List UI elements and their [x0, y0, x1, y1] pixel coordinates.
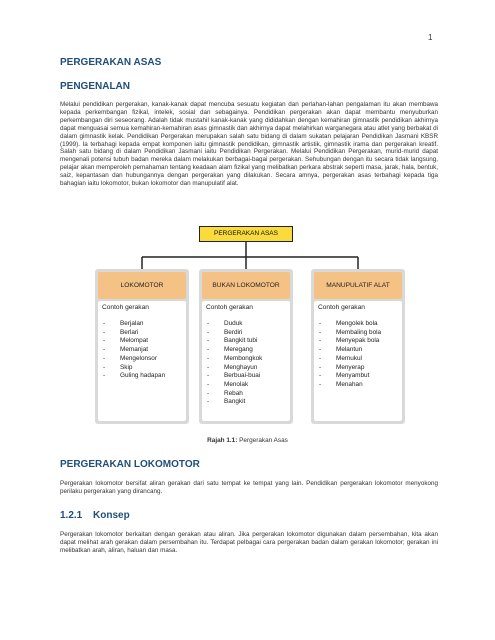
- list-item: - Menyepak bola: [318, 337, 398, 346]
- column-bukan-lokomotor: [199, 269, 293, 424]
- example-list: [206, 320, 286, 407]
- column-title: BUKAN LOKOMOTOR: [202, 272, 290, 299]
- list-item: - Menahan: [318, 381, 398, 390]
- list-item: - Membaling bola: [318, 329, 398, 338]
- example-list: [102, 320, 182, 381]
- list-item: - Duduk: [206, 320, 286, 329]
- list-item: - Menyambut: [318, 372, 398, 381]
- list-item: - Guling hadapan: [102, 372, 182, 381]
- list-item: - Berdiri: [206, 329, 286, 338]
- list-item: - Skip: [102, 364, 182, 373]
- subsection-number: 1.2.1: [60, 510, 83, 521]
- list-item: - Berbuai-buai: [206, 372, 286, 381]
- column-lokomotor: [95, 269, 189, 424]
- column-subtitle: Contoh gerakan: [318, 304, 365, 311]
- column-title: MANUPULATIF ALAT: [314, 272, 402, 299]
- list-item: - Membongkok: [206, 355, 286, 364]
- page-number: 1: [428, 33, 433, 42]
- list-item: - Rebah: [206, 390, 286, 399]
- konsep-paragraph: Pergerakan lokomotor berkaitan dengan gerakan atau aliran. Jika pergerakan lokomotor digunakan dalam persembahan, kita akan dapat melihat arah gerakan dalam persembahan itu. Terdapat pelbagai cara pergerakan badan dalam gerakan lokomotor; gerakan ini melibatkan arah, aliran, haluan dan masa.: [60, 531, 438, 554]
- list-item: - Berjalan: [102, 320, 182, 329]
- column-body: [98, 301, 186, 421]
- column-title: LOKOMOTOR: [98, 272, 186, 299]
- list-item: - Menyerap: [318, 364, 398, 373]
- section-heading-lokomotor: PERGERAKAN LOKOMOTOR: [60, 459, 200, 470]
- list-item: - Mengelonsor: [102, 355, 182, 364]
- column-subtitle: Contoh gerakan: [102, 304, 149, 311]
- column-body: [202, 301, 290, 421]
- subsection-title: Konsep: [93, 510, 130, 521]
- list-item: - Melantun: [318, 346, 398, 355]
- column-manupulatif-alat: [311, 269, 405, 424]
- figure-caption: [0, 437, 495, 444]
- caption-text: Pergerakan Asas: [239, 437, 288, 444]
- list-item: - Bangkit: [206, 398, 286, 407]
- list-item: - Mengolek bola: [318, 320, 398, 329]
- list-item: - Berlari: [102, 329, 182, 338]
- document-title: PERGERAKAN ASAS: [60, 57, 162, 68]
- subsection-heading-konsep: [60, 510, 130, 521]
- pergerakan-asas-diagram: [95, 222, 405, 422]
- example-list: [318, 320, 398, 390]
- list-item: - Memukul: [318, 355, 398, 364]
- intro-paragraph: Melalui pendidikan pergerakan, kanak-kanak dapat mencuba sesuatu kegiatan dan perlahan-lahan pengalaman itu akan membawa kepada perkembangan fizikal, intelek, sosial dan sebagainya. Pendidikan pergerakan akan dapat membantu menyuburkan perkembangan diri seseorang. Adalah tidak mustahil kanak-kanak yang dididahkan dengan kemahiran gimnastik pendidikan akhirnya dapat menguasai semua kemahiran-kemahiran asas gimnastik dan akhirnya dapat melahirkan warganegara atau atlet yang berbakat di dalam gimnastik kelak. Pendidikan Pergerakan merupakan salah satu bidang di dalam sukatan pelajaran Pendidikan Jasmani KBSR (1999). Ia terbahagi kepada empat komponen iaitu gimnastik pendidikan, gimnastik artistik, gimnastik irama dan pergerakan kreatif. Salah satu bidang di dalam Pendidikan Jasmani iaitu Pendidikan Pergerakan. Melalui Pendidikan Pergerakan, murid-murid dapat mengenali potensi tubuh badan mereka dalam melakukan berbagai-bagai pergerakan. Sehubungan dengan itu secara tidak langsung, pelajar akan memperoleh pemahaman tentang keadaan alam fizikal yang melibatkan perkara abstrak seperti masa, jarak, hala, bentuk, saiz, kepantasan dan hubungannya dengan pergerakan yang dilakukan. Secara amnya, pergerakan asas terbahagi kepada tiga bahagian iaitu lokomotor, bukan lokomotor dan manupulatif alat.: [60, 101, 438, 188]
- list-item: - Bangkit tubi: [206, 337, 286, 346]
- caption-label: Rajah 1.1:: [207, 437, 238, 444]
- diagram-root-box: PERGERAKAN ASAS: [199, 226, 293, 242]
- list-item: - Memanjat: [102, 346, 182, 355]
- list-item: - Melompat: [102, 337, 182, 346]
- section-heading-pengenalan: PENGENALAN: [60, 81, 131, 92]
- list-item: - Menolak: [206, 381, 286, 390]
- column-subtitle: Contoh gerakan: [206, 304, 253, 311]
- lokomotor-paragraph: Pergerakan lokomotor bersifat aliran gerakan dari satu tempat ke tempat yang lain. Pendidikan pergerakan lokomotor menyokong perilaku pergerakan yang dirancang.: [60, 480, 438, 495]
- column-body: [314, 301, 402, 421]
- list-item: - Meregang: [206, 346, 286, 355]
- list-item: - Menghayun: [206, 364, 286, 373]
